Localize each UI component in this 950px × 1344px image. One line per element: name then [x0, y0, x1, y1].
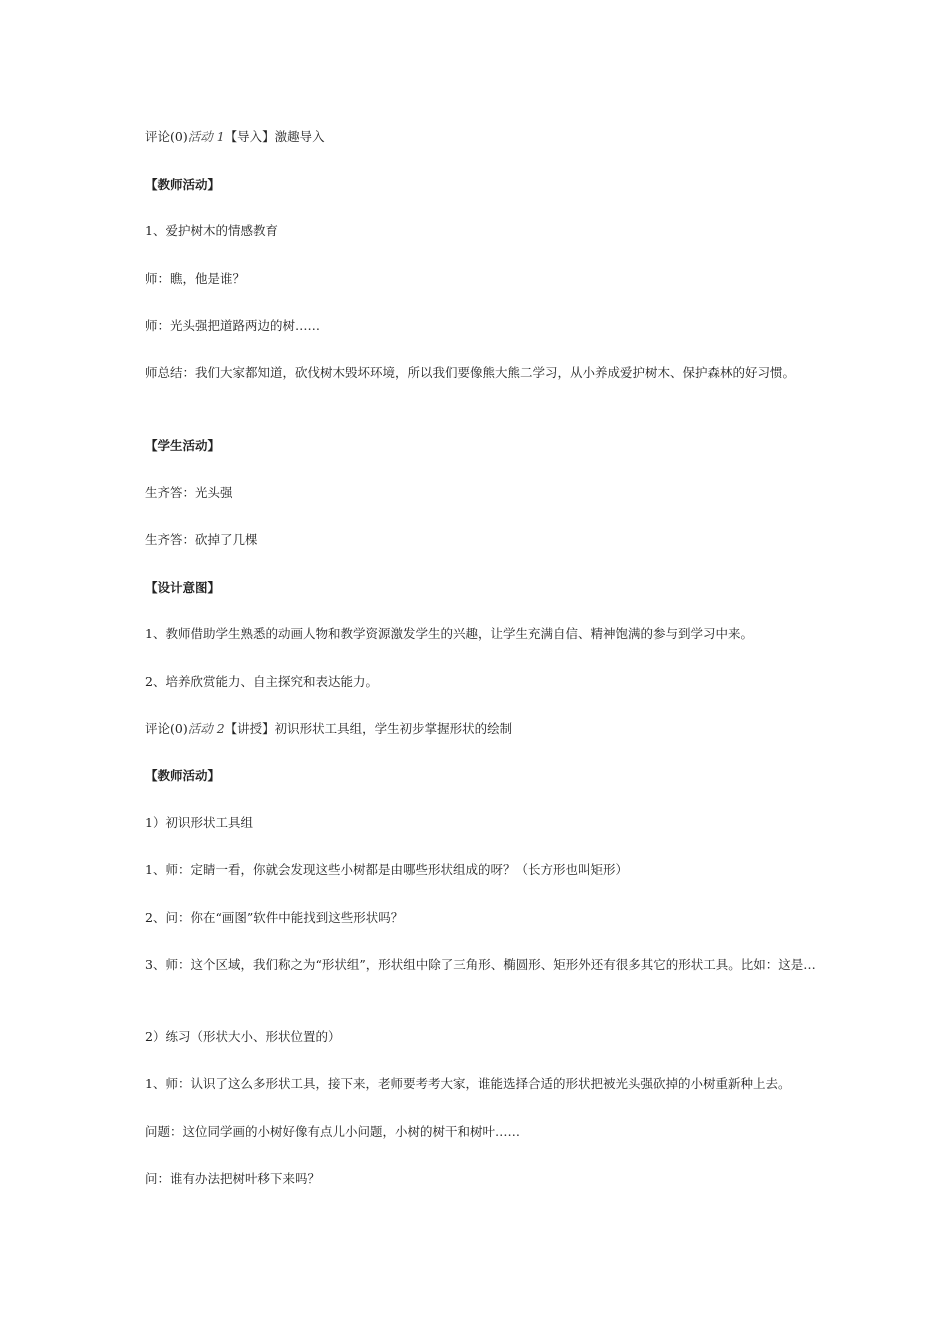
paragraph: 师：光头强把道路两边的树……	[145, 318, 321, 333]
student-activity-heading: 【学生活动】	[145, 438, 221, 453]
paragraph: 问题：这位同学画的小树好像有点儿小问题，小树的树干和树叶……	[145, 1124, 521, 1139]
activity-title: 【讲授】初识形状工具组，学生初步掌握形状的绘制	[224, 721, 513, 736]
comment-link[interactable]: 评论(0)	[145, 721, 188, 736]
teacher-activity-heading: 【教师活动】	[145, 177, 221, 192]
paragraph: 生齐答：光头强	[145, 485, 233, 500]
paragraph: 问：谁有办法把树叶移下来吗？	[145, 1171, 321, 1186]
activity-label: 活动 2	[187, 721, 225, 736]
paragraph: 2、培养欣赏能力、自主探究和表达能力。	[145, 674, 378, 689]
activity2-heading	[145, 716, 835, 741]
design-intent-heading: 【设计意图】	[145, 580, 221, 595]
paragraph: 2）练习（形状大小、形状位置的）	[145, 1029, 341, 1044]
paragraph: 师总结：我们大家都知道，砍伐树木毁坏环境，所以我们要像熊大熊二学习，从小养成爱护树木、保护森林的好习惯。	[145, 365, 796, 380]
paragraph: 1、师：认识了这么多形状工具，接下来，老师要考考大家，谁能选择合适的形状把被光头强砍掉的小树重新种上去。	[145, 1076, 791, 1091]
comment-link[interactable]: 评论(0)	[145, 129, 188, 144]
teacher-activity-heading: 【教师活动】	[145, 768, 221, 783]
paragraph: 生齐答：砍掉了几棵	[145, 532, 258, 547]
activity1-heading	[145, 124, 835, 149]
document-page	[145, 0, 835, 1344]
activity-label: 活动 1	[187, 129, 225, 144]
paragraph: 2、问：你在“画图”软件中能找到这些形状吗？	[145, 910, 404, 925]
paragraph: 师：瞧，他是谁？	[145, 271, 246, 286]
paragraph: 1）初识形状工具组	[145, 815, 253, 830]
paragraph: 1、爱护树木的情感教育	[145, 223, 278, 238]
activity-title: 【导入】激趣导入	[224, 129, 325, 144]
paragraph: 1、师：定睛一看，你就会发现这些小树都是由哪些形状组成的呀？（长方形也叫矩形）	[145, 862, 628, 877]
paragraph: 3、师：这个区域，我们称之为“形状组”，形状组中除了三角形、椭圆形、矩形外还有很多其它的形状工具。比如：这是…	[145, 957, 816, 972]
paragraph: 1、教师借助学生熟悉的动画人物和教学资源激发学生的兴趣，让学生充满自信、精神饱满的参与到学习中来。	[145, 626, 753, 641]
